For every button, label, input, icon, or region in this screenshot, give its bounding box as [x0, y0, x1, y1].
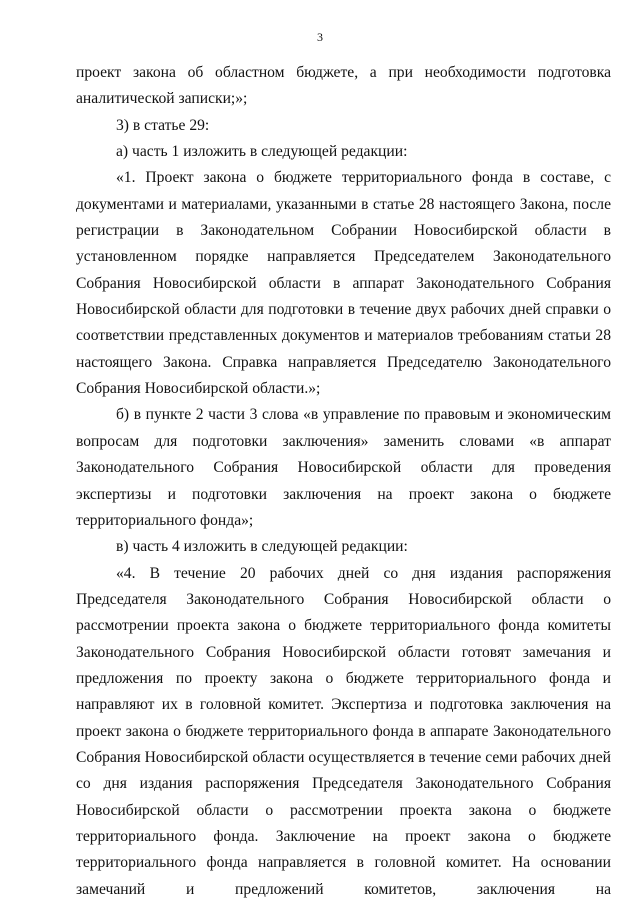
paragraph-subitem-b: б) в пункте 2 части 3 слова «в управление по правовым и экономическим вопросам для подготовки заключения» заменить словами «в аппарат Законодательного Собрания Новосибирской области для проведения экспертизы и подготовки заключения на проект закона о бюджете территориального фонда»; — [76, 406, 611, 529]
paragraph-subitem-a: а) часть 1 изложить в следующей редакции: — [116, 143, 408, 161]
paragraph-subitem-v: в) часть 4 изложить в следующей редакции: — [116, 538, 408, 556]
page-number: 3 — [317, 30, 323, 44]
paragraph-part-1-text: «1. Проект закона о бюджете территориального фонда в составе, с документами и материалами, указанными в статье 28 настоящего Закона, после регистрации в Законодательном Собрании Новосибирской области в установленном порядке направляется Председателем Законодательного Собрания Новосибирской области в аппарат Законодательного Собрания Новосибирской области для подготовки в течение двух рабочих дней справки о соответствии представленных документов и материалов требованиям статьи 28 настоящего Закона. Справка направляется Председателю Законодательного Собрания Новосибирской области.»; — [76, 169, 611, 398]
paragraph-continuation: проект закона об областном бюджете, а при необходимости подготовка аналитической записки;»; — [76, 64, 611, 108]
document-body — [76, 60, 611, 903]
paragraph-item-3: 3) в статье 29: — [116, 116, 210, 134]
paragraph-part-4-text: «4. В течение 20 рабочих дней со дня издания распоряжения Председателя Законодательного Собрания Новосибирской области о рассмотрении проекта закона о бюджете территориального фонда комитеты Законодательного Собрания Новосибирской области готовят замечания и предложения по проекту закона о бюджете территориального фонда и направляют их в головной комитет. Экспертиза и подготовка заключения на проект закона о бюджете территориального фонда в аппарате Законодательного Собрания Новосибирской области осуществляется в течение семи рабочих дней со дня издания распоряжения Председателя Законодательного Собрания Новосибирской области о рассмотрении проекта закона о бюджете территориального фонда. Заключение на проект закона о бюджете территориального фонда направляется в головной комитет. На основании замечаний и предложений комитетов, заключения на — [76, 564, 611, 898]
